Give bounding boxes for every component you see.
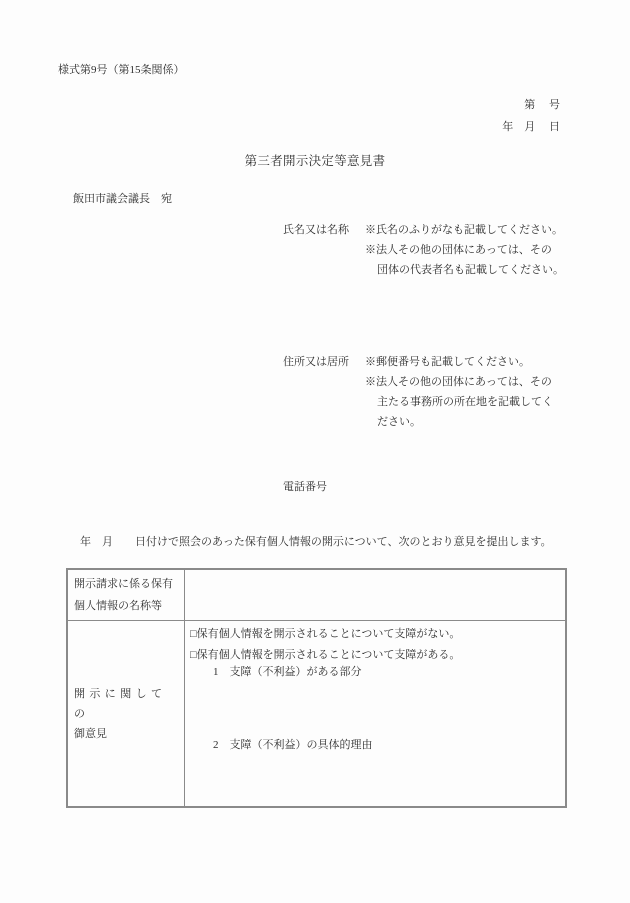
name-field-notes: [365, 220, 564, 280]
date-line: 年 月 日: [502, 121, 560, 133]
address-field-block: [283, 352, 553, 432]
table-row1-header-cell: [68, 570, 185, 621]
option-no-objection: [190, 624, 559, 645]
address-note-line: 主たる事務所の所在地を記載してく: [377, 396, 553, 408]
name-note-line: ※氏名のふりがなも記載してください。: [365, 224, 563, 236]
name-field-block: [283, 220, 564, 280]
row2-label-line1: 開示に関しての: [74, 687, 167, 720]
option-no-objection-label: 保有個人情報を開示されることについて支障がない。: [196, 628, 461, 640]
address-field-label: 住所又は居所: [283, 356, 349, 368]
option-objection: [190, 645, 559, 666]
objection-part-item: 1 支障（不利益）がある部分: [213, 666, 362, 678]
form-number: 様式第9号（第15条関係）: [58, 64, 185, 76]
table-row2-header-cell: [68, 621, 185, 806]
objection-reason-item: 2 支障（不利益）の具体的理由: [213, 739, 373, 751]
address-note-line: ※郵便番号も記載してください。: [365, 356, 530, 368]
checkbox-icon[interactable]: □: [190, 649, 197, 661]
name-note-line: ※法人その他の団体にあっては、その: [365, 244, 552, 256]
address-field-notes: [365, 352, 553, 432]
addressee-line: 飯田市議会議長 宛: [73, 193, 172, 205]
phone-field-label: 電話番号: [283, 481, 327, 493]
row1-label-line1: 開示請求に係る保有: [74, 578, 173, 590]
document-title: 第三者開示決定等意見書: [244, 154, 386, 168]
name-field-label: 氏名又は名称: [283, 224, 349, 236]
statement-line: 年 月 日付けで照会のあった保有個人情報の開示について、次のとおり意見を提出します。: [80, 536, 552, 548]
option-objection-label: 保有個人情報を開示されることについて支障がある。: [196, 649, 461, 661]
address-note-line: ださい。: [377, 416, 421, 428]
table-row2-value-cell: [185, 621, 565, 806]
checkbox-icon[interactable]: □: [190, 628, 197, 640]
document-number-line: 第 号: [524, 99, 560, 111]
table-row1-value-cell: [185, 570, 565, 621]
name-note-line: 団体の代表者名も記載してください。: [377, 264, 564, 276]
row1-label-line2: 個人情報の名称等: [74, 600, 162, 612]
address-note-line: ※法人その他の団体にあっては、その: [365, 376, 552, 388]
opinion-table: [66, 568, 567, 808]
row2-label-line2: 御意見: [74, 727, 107, 740]
